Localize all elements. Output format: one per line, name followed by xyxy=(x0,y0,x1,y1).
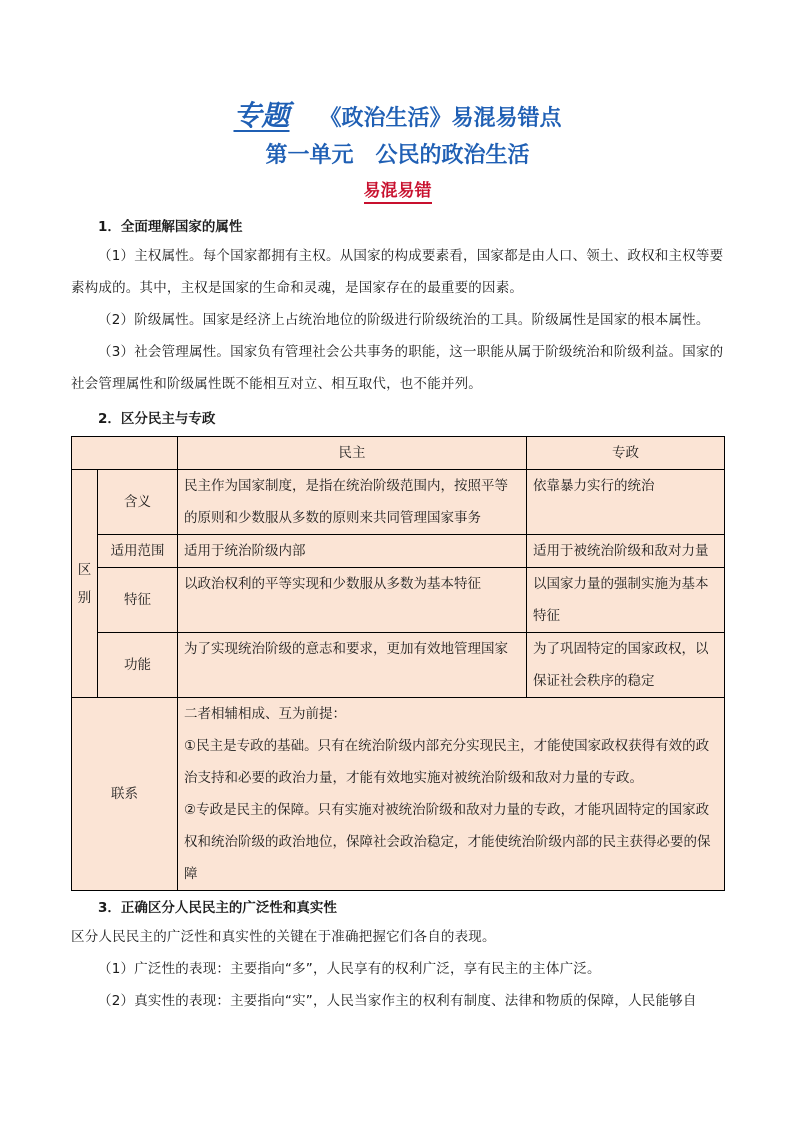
link-cell xyxy=(178,698,725,891)
row-label: 含义 xyxy=(98,470,178,535)
point1-heading: 1．全面理解国家的属性 xyxy=(98,219,243,235)
header-democracy: 民主 xyxy=(178,437,527,470)
group-label-text: 区别 xyxy=(77,561,92,606)
point3-paragraph-1: （1）广泛性的表现：主要指向“多”，人民享有的权利广泛，享有民主的主体广泛。 xyxy=(98,961,601,977)
democracy-cell: 为了实现统治阶级的意志和要求，更加有效地管理国家 xyxy=(178,633,527,698)
row-label: 特征 xyxy=(98,568,178,633)
document-title xyxy=(71,96,724,136)
section-label-text: 易混易错 xyxy=(364,181,432,204)
point2-heading: 2．区分民主与专政 xyxy=(98,411,216,427)
point1-paragraph-3: （3）社会管理属性。国家负有管理社会公共事务的职能，这一职能从属于阶级统治和阶级利益。国家的社会管理属性和阶级属性既不能相互对立、相互取代，也不能并列。 xyxy=(71,344,724,392)
democracy-cell: 以政治权利的平等实现和少数服从多数为基本特征 xyxy=(178,568,527,633)
table-corner-cell xyxy=(72,437,178,470)
row-label: 适用范围 xyxy=(98,535,178,568)
document-page xyxy=(71,96,724,1017)
point1-paragraph-1: （1）主权属性。每个国家都拥有主权。从国家的构成要素看，国家都是由人口、领土、政权和主权等要素构成的。其中，主权是国家的生命和灵魂，是国家存在的最重要的因素。 xyxy=(71,248,724,296)
dictatorship-cell: 依靠暴力实行的统治 xyxy=(527,470,725,535)
democracy-cell: 民主作为国家制度，是指在统治阶级范围内，按照平等的原则和少数服从多数的原则来共同管理国家事务 xyxy=(178,470,527,535)
header-dictatorship: 专政 xyxy=(527,437,725,470)
table-row xyxy=(72,633,725,698)
democracy-cell: 适用于统治阶级内部 xyxy=(178,535,527,568)
title-topic: 专题 xyxy=(233,99,290,132)
group-label-difference xyxy=(72,470,98,698)
dictatorship-cell: 以国家力量的强制实施为基本特征 xyxy=(527,568,725,633)
table-row xyxy=(72,568,725,633)
unit-title: 第一单元 公民的政治生活 xyxy=(265,143,530,168)
section-label xyxy=(71,174,724,208)
row-label: 功能 xyxy=(98,633,178,698)
dictatorship-cell: 适用于被统治阶级和敌对力量 xyxy=(527,535,725,568)
table-row xyxy=(72,470,725,535)
title-main: 《政治生活》易混易错点 xyxy=(319,106,562,131)
link-intro: 二者相辅相成、互为前提： xyxy=(184,706,346,722)
point3-paragraph-2: （2）真实性的表现：主要指向“实”，人民当家作主的权利有制度、法律和物质的保障，人民能够自 xyxy=(98,993,697,1009)
democracy-dictatorship-table xyxy=(71,436,725,891)
table-row xyxy=(72,535,725,568)
link-point-2: ②专政是民主的保障。只有实施对被统治阶级和敌对力量的专政，才能巩固特定的国家政权和统治阶级的政治地位，保障社会政治稳定，才能使统治阶级内部的民主获得必要的保障 xyxy=(184,802,711,882)
table-row-link xyxy=(72,698,725,891)
link-label: 联系 xyxy=(72,698,178,891)
dictatorship-cell: 为了巩固特定的国家政权，以保证社会秩序的稳定 xyxy=(527,633,725,698)
table-header-row xyxy=(72,437,725,470)
point3-heading: 3．正确区分人民民主的广泛性和真实性 xyxy=(98,900,337,916)
point1-paragraph-2: （2）阶级属性。国家是经济上占统治地位的阶级进行阶级统治的工具。阶级属性是国家的根本属性。 xyxy=(98,312,710,328)
point3-intro: 区分人民民主的广泛性和真实性的关键在于准确把握它们各自的表现。 xyxy=(71,929,496,945)
link-point-1: ①民主是专政的基础。只有在统治阶级内部充分实现民主，才能使国家政权获得有效的政治支持和必要的政治力量，才能有效地实施对被统治阶级和敌对力量的专政。 xyxy=(184,738,710,786)
